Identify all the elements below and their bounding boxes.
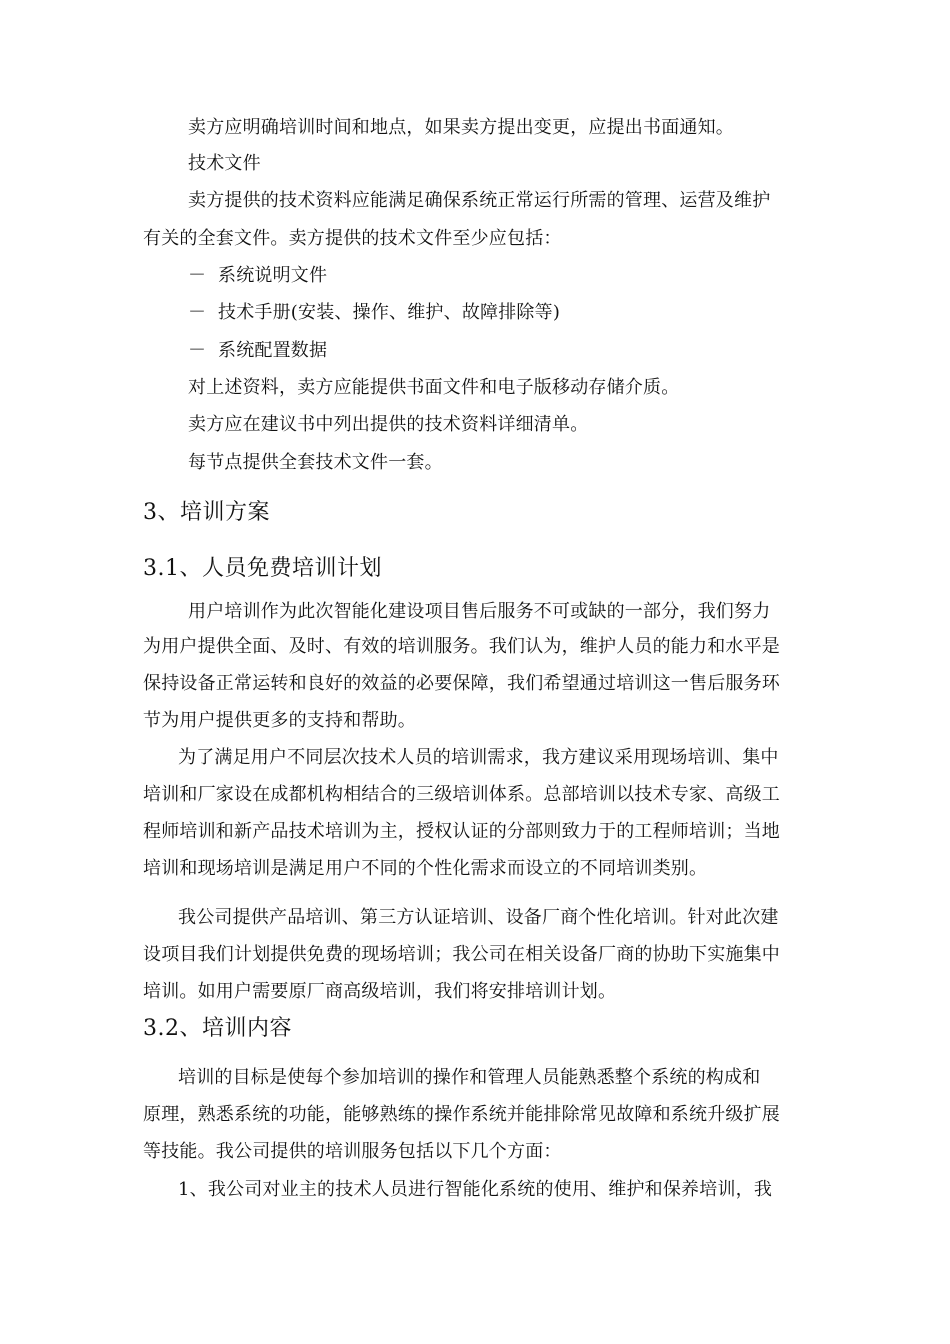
paragraph-line: 对上述资料，卖方应能提供书面文件和电子版移动存储介质。 bbox=[188, 377, 680, 398]
paragraph-line: 每节点提供全套技术文件一套。 bbox=[188, 452, 443, 473]
paragraph-line: 等技能。我公司提供的培训服务包括以下几个方面： bbox=[143, 1141, 562, 1162]
paragraph-line: 设项目我们计划提供免费的现场培训；我公司在相关设备厂商的协助下实施集中 bbox=[143, 944, 780, 965]
dash-bullet: － bbox=[188, 302, 207, 323]
list-item-text: 系统配置数据 bbox=[218, 340, 328, 361]
paragraph-line: 卖方应在建议书中列出提供的技术资料详细清单。 bbox=[188, 414, 589, 435]
paragraph-line: 卖方应明确培训时间和地点，如果卖方提出变更，应提出书面通知。 bbox=[188, 117, 734, 138]
paragraph-line: 为用户提供全面、及时、有效的培训服务。我们认为，维护人员的能力和水平是 bbox=[143, 636, 780, 657]
list-item-text: 技术手册(安装、操作、维护、故障排除等) bbox=[218, 302, 561, 323]
paragraph-line: 培训和厂家设在成都机构相结合的三级培训体系。总部培训以技术专家、高级工 bbox=[143, 784, 780, 805]
dash-bullet: － bbox=[188, 340, 207, 361]
paragraph-line: 培训。如用户需要原厂商高级培训，我们将安排培训计划。 bbox=[143, 981, 617, 1002]
paragraph-line: 有关的全套文件。卖方提供的技术文件至少应包括： bbox=[143, 228, 562, 249]
paragraph-line: 培训和现场培训是满足用户不同的个性化需求而设立的不同培训类别。 bbox=[143, 858, 708, 879]
paragraph-line: 为了满足用户不同层次技术人员的培训需求，我方建议采用现场培训、集中 bbox=[178, 747, 779, 768]
paragraph-line: 用户培训作为此次智能化建设项目售后服务不可或缺的一部分，我们努力 bbox=[188, 601, 771, 622]
paragraph-line: 我公司提供产品培训、第三方认证培训、设备厂商个性化培训。针对此次建 bbox=[178, 907, 779, 928]
dash-bullet: － bbox=[188, 265, 207, 286]
paragraph-line: 1、我公司对业主的技术人员进行智能化系统的使用、维护和保养培训，我 bbox=[178, 1179, 773, 1200]
paragraph-line: 程师培训和新产品技术培训为主，授权认证的分部则致力于的工程师培训；当地 bbox=[143, 821, 780, 842]
paragraph-line: 卖方提供的技术资料应能满足确保系统正常运行所需的管理、运营及维护 bbox=[188, 190, 771, 211]
list-item bbox=[188, 264, 327, 288]
list-item-text: 系统说明文件 bbox=[218, 265, 328, 286]
section-heading: 3、培训方案 bbox=[143, 500, 270, 525]
subsection-heading: 3.1、人员免费培训计划 bbox=[143, 556, 382, 581]
paragraph-line: 培训的目标是使每个参加培训的操作和管理人员能熟悉整个系统的构成和 bbox=[178, 1067, 761, 1088]
subsection-heading: 3.2、培训内容 bbox=[143, 1016, 292, 1041]
paragraph-line: 节为用户提供更多的支持和帮助。 bbox=[143, 710, 416, 731]
list-item bbox=[188, 301, 560, 325]
list-item bbox=[188, 339, 327, 363]
paragraph-line: 保持设备正常运转和良好的效益的必要保障，我们希望通过培训这一售后服务环 bbox=[143, 673, 780, 694]
subheading-technical-docs: 技术文件 bbox=[188, 153, 261, 174]
paragraph-line: 原理，熟悉系统的功能，能够熟练的操作系统并能排除常见故障和系统升级扩展 bbox=[143, 1104, 780, 1125]
